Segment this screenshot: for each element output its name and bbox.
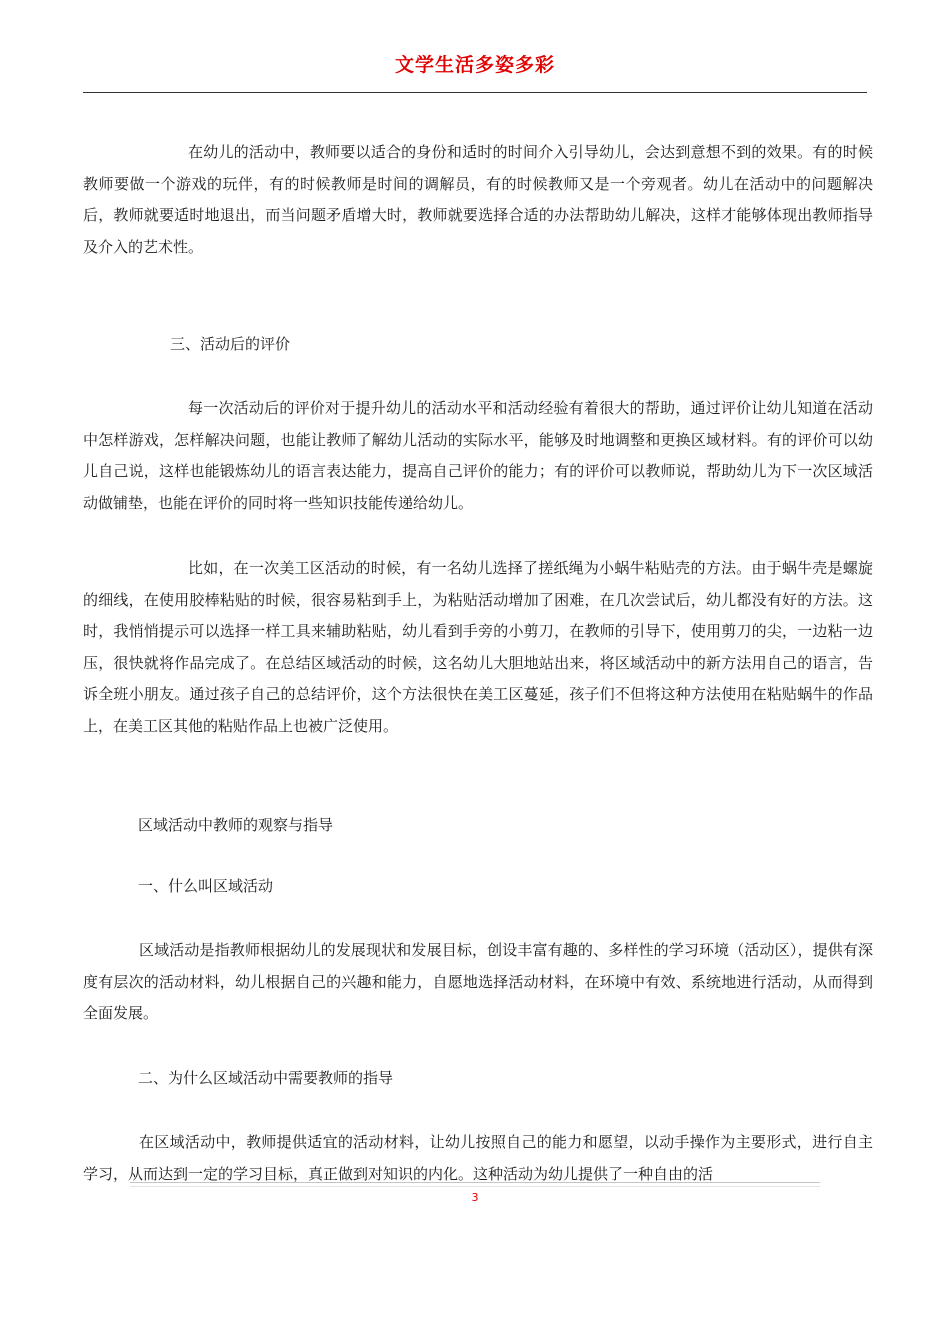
footer-divider-secondary: [130, 1186, 820, 1187]
section-heading-evaluation: 三、活动后的评价: [170, 335, 291, 353]
page-header: [83, 48, 867, 93]
section-heading-what-is: 一、什么叫区域活动: [138, 877, 274, 895]
header-title: 文学生活多姿多彩: [394, 54, 555, 76]
section-heading-why-guidance: 二、为什么区域活动中需要教师的指导: [138, 1069, 394, 1087]
paragraph-definition: 区域活动是指教师根据幼儿的发展现状和发展目标，创设丰富有趣的、多样性的学习环境（活动区），提供有深度有层次的活动材料，幼儿根据自己的兴趣和能力，自愿地选择活动材料，在环境中有效、系统地进行活动，从而得到全面发展。: [83, 941, 873, 1022]
footer-divider: [130, 1182, 820, 1183]
paragraph-teacher-intervention: 在幼儿的活动中，教师要以适合的身份和适时的时间介入引导幼儿，会达到意想不到的效果。有的时候教师要做一个游戏的玩伴，有的时候教师是时间的调解员，有的时候教师又是一个旁观者。幼儿在活动中的问题解决后，教师就要适时地退出，而当问题矛盾增大时，教师就要选择合适的办法帮助幼儿解决，这样才能够体现出教师指导及介入的艺术性。: [83, 143, 873, 256]
paragraph-guidance: 在区域活动中，教师提供适宜的活动材料，让幼儿按照自己的能力和愿望，以动手操作为主要形式，进行自主学习，从而达到一定的学习目标，真正做到对知识的内化。这种活动为幼儿提供了一种自由的活: [83, 1133, 873, 1183]
paragraph-example: 比如，在一次美工区活动的时候，有一名幼儿选择了搓纸绳为小蜗牛粘贴壳的方法。由于蜗牛壳是螺旋的细线，在使用胶棒粘贴的时候，很容易粘到手上，为粘贴活动增加了困难，在几次尝试后，幼儿都没有好的方法。这时，我悄悄提示可以选择一样工具来辅助粘贴，幼儿看到手旁的小剪刀，在教师的引导下，使用剪刀的尖，一边粘一边压，很快就将作品完成了。在总结区域活动的时候，这名幼儿大胆地站出来，将区域活动中的新方法用自己的语言，告诉全班小朋友。通过孩子自己的总结评价，这个方法很快在美工区蔓延，孩子们不但将这种方法使用在粘贴蜗牛的作品上，在美工区其他的粘贴作品上也被广泛使用。: [83, 559, 873, 735]
page-number: 3: [471, 1191, 479, 1204]
article-title: 区域活动中教师的观察与指导: [138, 816, 334, 834]
paragraph-evaluation: 每一次活动后的评价对于提升幼儿的活动水平和活动经验有着很大的帮助，通过评价让幼儿知道在活动中怎样游戏，怎样解决问题，也能让教师了解幼儿活动的实际水平，能够及时地调整和更换区域材料。有的评价可以幼儿自己说，这样也能锻炼幼儿的语言表达能力，提高自己评价的能力；有的评价可以教师说，帮助幼儿为下一次区域活动做铺垫，也能在评价的同时将一些知识技能传递给幼儿。: [83, 399, 873, 512]
